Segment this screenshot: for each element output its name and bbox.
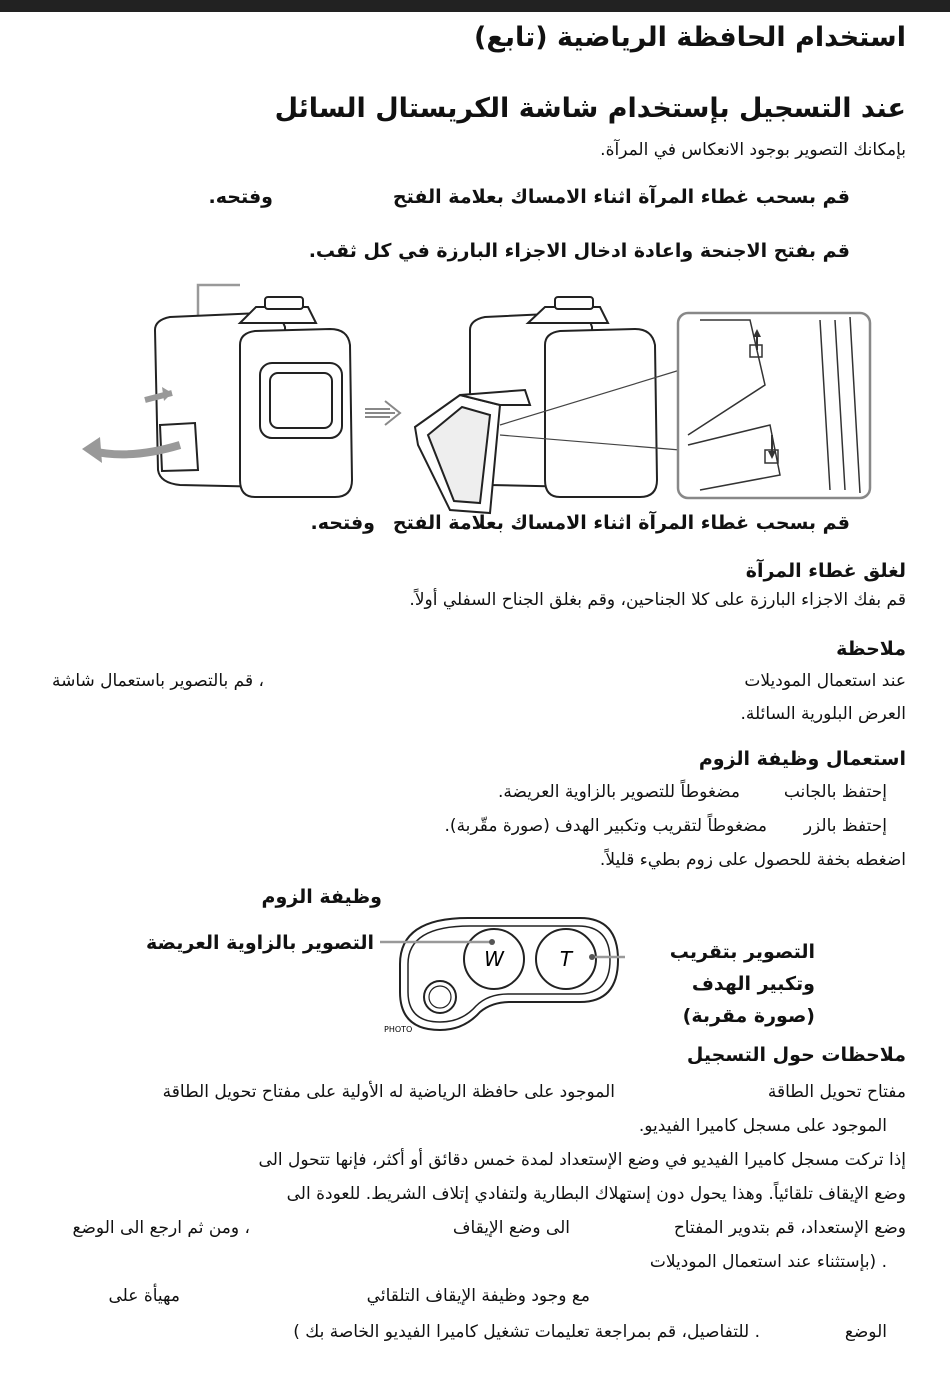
step2-text: قم بفتح الاجنحة واعادة ادخال الاجزاء البارزة في كل ثقب. xyxy=(308,240,850,262)
caption-text: قم بسحب غطاء المرآة اثناء الامساك بعلامة الفتح xyxy=(392,512,850,534)
step1-suffix: وفتحه. xyxy=(208,186,273,208)
zoom-line1-start: إحتفظ بالجانب xyxy=(783,782,887,802)
mirror-cover-illustration xyxy=(60,275,880,520)
rec-line5-mid: الى وضع الإيقاف xyxy=(452,1218,570,1238)
note-heading: ملاحظة xyxy=(836,638,906,660)
rec-line3: إذا تركت مسجل كاميرا الفيديو في وضع الإستعداد لمدة خمس دقائق أو أكثر، فإنها تتحول الى xyxy=(258,1150,906,1170)
detail-inset xyxy=(678,313,870,498)
note-line2: العرض البلورية السائلة. xyxy=(740,704,906,724)
camera-case-open xyxy=(415,297,657,513)
zoom-button-diagram xyxy=(380,902,625,1040)
rec-line8-end: . للتفاصيل، قم بمراجعة تعليمات تشغيل كاميرا الفيديو الخاصة بك ) xyxy=(293,1322,760,1342)
rec-line2: الموجود على مسجل كاميرا الفيديو. xyxy=(638,1116,887,1136)
rec-line4: وضع الإيقاف تلقائياً. وهذا يحول دون إستهلاك البطارية ولتفادي إتلاف الشريط. للعودة الى xyxy=(286,1184,906,1204)
caption-suffix: وفتحه. xyxy=(310,512,375,534)
intro-text: بإمكانك التصوير بوجود الانعكاس في المرآة. xyxy=(600,140,906,160)
note-line1-end: ، قم بالتصوير باستعمال شاشة xyxy=(51,671,264,691)
top-bar xyxy=(0,0,950,12)
recording-notes-heading: ملاحظات حول التسجيل xyxy=(686,1044,906,1066)
photo-label: PHOTO xyxy=(384,1025,413,1034)
rec-line1-start: مفتاح تحويل الطاقة xyxy=(767,1082,906,1102)
tele-label-line2: وتكبير الهدف xyxy=(691,973,815,995)
rec-line8-start: الوضع xyxy=(844,1322,887,1342)
zoom-line2-end: مضغوطاً لتقريب وتكبير الهدف (صورة مقّربة). xyxy=(444,816,767,836)
wide-button-label: W xyxy=(484,947,504,971)
camera-case-closed xyxy=(155,297,352,497)
zoom-line3: اضغطه بخفة للحصول على زوم بطيء قليلاً. xyxy=(599,850,906,870)
tele-label-line3: (صورة مقربة) xyxy=(682,1005,815,1027)
zoom-line1-end: مضغوطاً للتصوير بالزاوية العريضة. xyxy=(497,782,740,802)
tele-label-line1: التصوير بتقريب xyxy=(669,941,815,963)
rec-line1-end: الموجود على حافظة الرياضية له الأولية على مفتاح تحويل الطاقة xyxy=(162,1082,615,1102)
close-heading: لغلق غطاء المرآة xyxy=(745,560,906,582)
step1-text: قم بسحب غطاء المرآة اثناء الامساك بعلامة الفتح xyxy=(392,186,850,208)
rec-line7-end: مهيأة على xyxy=(108,1286,180,1306)
rec-line5-end: ، ومن ثم ارجع الى الوضع xyxy=(72,1218,250,1238)
rec-line5-start: وضع الإستعداد، قم بتدوير المفتاح xyxy=(673,1218,906,1238)
rec-line7-start: مع وجود وظيفة الإيقاف التلقائي xyxy=(366,1286,590,1306)
zoom-function-label: وظيفة الزوم xyxy=(261,886,382,908)
rec-line6: . (بإستثناء عند استعمال الموديلات xyxy=(649,1252,887,1272)
zoom-line2-start: إحتفظ بالزر xyxy=(803,816,887,836)
section-heading: عند التسجيل بإستخدام شاشة الكريستال السائل xyxy=(274,93,906,124)
close-text: قم بفك الاجزاء البارزة على كلا الجناحين، وقم بغلق الجناح السفلي أولاً. xyxy=(409,590,906,610)
zoom-heading: استعمال وظيفة الزوم xyxy=(698,748,906,770)
page-title: استخدام الحافظة الرياضية (تابع) xyxy=(474,22,906,53)
tele-button-label: T xyxy=(559,947,573,971)
wide-angle-label: التصوير بالزاوية العريضة xyxy=(146,932,374,954)
note-line1: عند استعمال الموديلات xyxy=(744,671,906,691)
